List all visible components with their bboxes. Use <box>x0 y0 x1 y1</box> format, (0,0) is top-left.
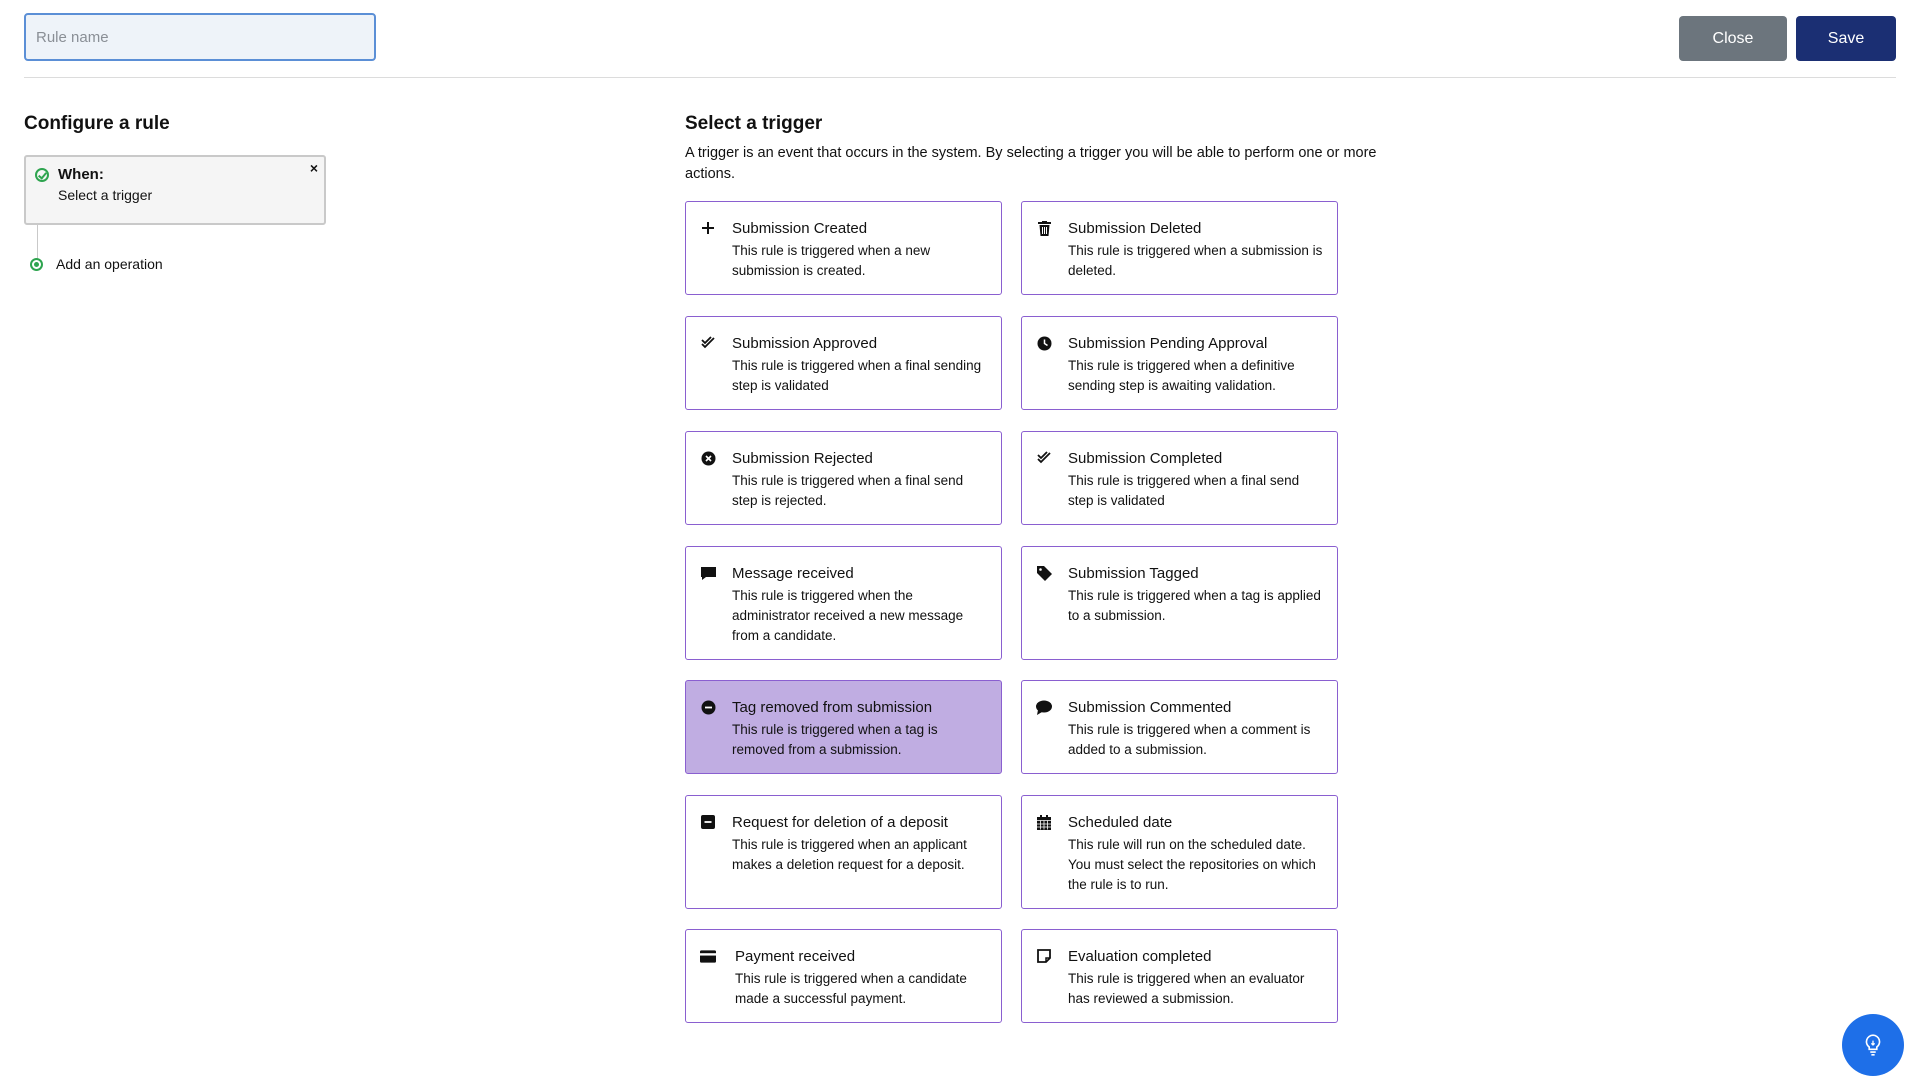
calendar-icon <box>1036 814 1052 830</box>
trigger-card-payment-received[interactable] <box>685 929 1002 1023</box>
trigger-card-submission-pending-approval[interactable] <box>1021 316 1338 410</box>
double-check-icon <box>1036 450 1052 466</box>
trigger-title: Message received <box>732 565 854 582</box>
trigger-desc: This rule is triggered when a tag is removed from a submission. <box>732 722 938 757</box>
flow-connector <box>37 225 38 258</box>
trigger-desc: This rule will run on the scheduled date. You must select the repositories on which the rule is to run. <box>1068 837 1316 892</box>
dot-circle-icon <box>30 258 43 271</box>
trigger-desc: This rule is triggered when a submission is deleted. <box>1068 243 1323 278</box>
trigger-desc: This rule is triggered when a final sending step is validated <box>732 358 982 393</box>
trigger-title: Submission Created <box>732 220 868 237</box>
trigger-title: Submission Commented <box>1068 699 1232 716</box>
when-placeholder: Select a trigger <box>58 187 153 203</box>
help-button[interactable] <box>1842 1014 1904 1076</box>
comment-icon <box>1036 699 1052 715</box>
tag-icon <box>1036 565 1052 581</box>
trigger-card-message-received[interactable] <box>685 546 1002 660</box>
trigger-card-scheduled-date[interactable] <box>1021 795 1338 909</box>
trigger-title: Submission Approved <box>732 335 878 352</box>
trigger-desc: This rule is triggered when a comment is added to a submission. <box>1068 722 1311 757</box>
trigger-title: Submission Deleted <box>1068 220 1202 237</box>
credit-card-icon <box>700 948 716 964</box>
trigger-desc: This rule is triggered when an applicant makes a deletion request for a deposit. <box>732 837 967 872</box>
add-operation-link[interactable]: Add an operation <box>56 256 163 272</box>
trigger-title: Request for deletion of a deposit <box>732 814 948 831</box>
trigger-card-submission-approved[interactable] <box>685 316 1002 410</box>
trigger-title: Submission Pending Approval <box>1068 335 1268 352</box>
trigger-desc: This rule is triggered when a final send step is validated <box>1068 473 1300 508</box>
trigger-desc: This rule is triggered when a candidate made a successful payment. <box>735 971 967 1006</box>
select-trigger-title: Select a trigger <box>685 113 823 134</box>
configure-rule-title: Configure a rule <box>24 113 170 134</box>
trigger-card-submission-tagged[interactable] <box>1021 546 1338 660</box>
trigger-card-evaluation-completed[interactable] <box>1021 929 1338 1023</box>
trash-icon <box>1036 220 1052 236</box>
message-icon <box>700 565 716 581</box>
double-check-icon <box>700 335 716 351</box>
close-icon[interactable]: × <box>309 160 318 176</box>
trigger-title: Submission Rejected <box>732 450 873 467</box>
minus-circle-icon <box>700 699 716 715</box>
when-label: When: <box>58 166 104 183</box>
trigger-title: Submission Completed <box>1068 450 1223 467</box>
check-circle-icon <box>35 168 49 182</box>
trigger-desc: This rule is triggered when an evaluator has reviewed a submission. <box>1068 971 1305 1006</box>
when-trigger-card[interactable] <box>24 155 326 225</box>
rule-name-input[interactable] <box>24 13 376 61</box>
lightbulb-icon <box>1860 1032 1886 1058</box>
trigger-title: Evaluation completed <box>1068 948 1212 965</box>
trigger-desc: This rule is triggered when a tag is applied to a submission. <box>1068 588 1321 623</box>
trigger-card-deletion-request[interactable] <box>685 795 1002 909</box>
minus-square-icon <box>700 814 716 830</box>
trigger-card-submission-created[interactable] <box>685 201 1002 295</box>
clock-icon <box>1036 335 1052 351</box>
trigger-desc: This rule is triggered when a definitive sending step is awaiting validation. <box>1068 358 1295 393</box>
save-button[interactable]: Save <box>1796 16 1896 61</box>
trigger-desc: This rule is triggered when the administrator received a new message from a candidate. <box>732 588 964 643</box>
trigger-description: A trigger is an event that occurs in the system. By selecting a trigger you will be able to perform one or more actions. <box>685 145 1377 182</box>
trigger-card-submission-completed[interactable] <box>1021 431 1338 525</box>
trigger-title: Payment received <box>735 948 856 965</box>
trigger-title: Submission Tagged <box>1068 565 1199 582</box>
close-button[interactable]: Close <box>1679 16 1787 61</box>
trigger-card-submission-deleted[interactable] <box>1021 201 1338 295</box>
plus-icon <box>700 220 716 236</box>
x-circle-icon <box>700 450 716 466</box>
trigger-desc: This rule is triggered when a new submission is created. <box>732 243 931 278</box>
trigger-card-submission-commented[interactable] <box>1021 680 1338 774</box>
top-bar <box>24 0 1896 78</box>
sticky-note-icon <box>1036 948 1052 964</box>
trigger-desc: This rule is triggered when a final send step is rejected. <box>732 473 964 508</box>
trigger-title: Scheduled date <box>1068 814 1173 831</box>
trigger-card-submission-rejected[interactable] <box>685 431 1002 525</box>
trigger-title: Tag removed from submission <box>732 699 933 716</box>
trigger-card-tag-removed[interactable] <box>685 680 1002 774</box>
